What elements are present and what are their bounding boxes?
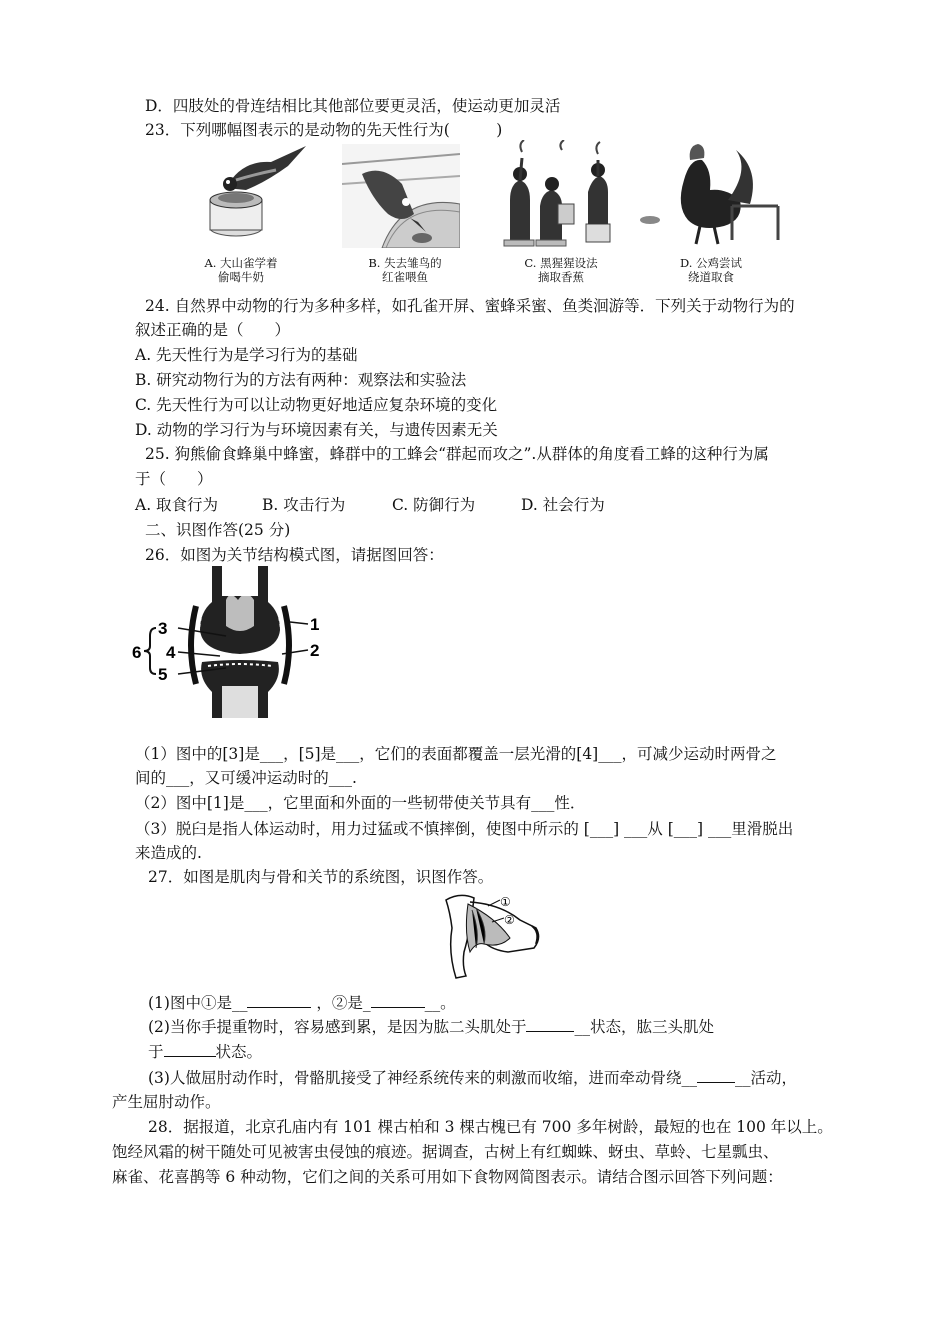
q27-part-2-line-1: [148, 1016, 714, 1038]
section-2-heading: 二、识图作答(25 分): [145, 521, 291, 539]
q24-stem-line-2: 叙述正确的是（ ）: [135, 321, 291, 339]
q27-part-1: [148, 992, 456, 1014]
q27-part-2-text-b: __状态，肱三头肌处: [574, 1018, 714, 1036]
q26-label-2: 2: [310, 641, 320, 660]
q27-part-3-text-a: (3)人做屈肘动作时，骨骼肌接受了神经系统传来的刺激而收缩，进而牵动骨绕__: [148, 1069, 697, 1087]
q27-blank-1[interactable]: [247, 992, 311, 1008]
q23-caption-c: C. 黑猩猩设法 摘取香蕉: [524, 256, 598, 284]
q24-option-a: A. 先天性行为是学习行为的基础: [135, 346, 358, 364]
q27-part-1-text-c: __。: [424, 994, 456, 1012]
q24-option-b: B. 研究动物行为的方法有两种：观察法和实验法: [135, 371, 467, 389]
q27-blank-3[interactable]: [526, 1016, 574, 1032]
q25-option-c: C. 防御行为: [392, 496, 476, 514]
q27-label-1: ①: [500, 895, 511, 909]
q25-option-a: A. 取食行为: [135, 496, 219, 514]
q27-part-3-text-b: __活动，: [734, 1069, 797, 1087]
q25-option-d: D. 社会行为: [521, 496, 605, 514]
q26-stem: 26．如图为关节结构模式图，请据图回答：: [145, 546, 444, 564]
q26-joint-diagram: [130, 566, 330, 718]
q27-part-2-text-d: 状态。: [215, 1043, 263, 1061]
q23-image-a-great-tit: [196, 140, 316, 252]
q28-line-1: 28．据报道，北京孔庙内有 101 棵古柏和 3 棵古槐已有 700 多年树龄，最短的也在 100 年以上。: [148, 1118, 833, 1136]
q26-part-1-line-2: 间的___，又可缓冲运动时的___.: [135, 769, 357, 787]
q27-part-1-text-b: ，②是_: [316, 994, 371, 1012]
q27-blank-2[interactable]: [371, 992, 425, 1008]
q27-part-2-text-c: 于: [148, 1043, 164, 1061]
q26-part-3-line-2: 来造成的.: [135, 844, 202, 862]
q27-part-3-line-2: 产生屈肘动作。: [112, 1093, 221, 1111]
q27-stem: 27．如图是肌肉与骨和关节的系统图，识图作答。: [148, 868, 494, 886]
q26-label-1: 1: [310, 615, 320, 634]
q24-option-c: C. 先天性行为可以让动物更好地适应复杂环境的变化: [135, 396, 498, 414]
q23-stem: 23．下列哪幅图表示的是动物的先天性行为( ): [145, 121, 503, 139]
q27-part-2-line-2: [148, 1041, 262, 1063]
q23-caption-b: B. 失去雏鸟的 红雀喂鱼: [368, 256, 442, 284]
q23-image-d-rooster: [640, 140, 780, 248]
q23-image-c-chimpanzees: [500, 140, 618, 248]
q24-option-d: D. 动物的学习行为与环境因素有关，与遗传因素无关: [135, 421, 498, 439]
q22-option-d: D．四肢处的骨连结相比其他部位要更灵活，使运动更加灵活: [145, 97, 561, 115]
q25-stem-line-2: 于（ ）: [135, 470, 213, 488]
q27-part-3-line-1: [148, 1067, 797, 1089]
q26-part-2: （2）图中[1]是___，它里面和外面的一些韧带使关节具有___性．: [135, 794, 586, 812]
q27-part-2-text-a: (2)当你手提重物时，容易感到累，是因为肱二头肌处于: [148, 1018, 527, 1036]
q24-stem-line-1: 24. 自然界中动物的行为多种多样，如孔雀开屏、蜜蜂采蜜、鱼类洄游等．下列关于动物行为的: [145, 297, 795, 315]
q25-stem-line-1: 25. 狗熊偷食蜂巢中蜂蜜，蜂群中的工蜂会“群起而攻之”.从群体的角度看工蜂的这种行为属: [145, 445, 769, 463]
q26-label-3: 3: [158, 619, 168, 638]
q27-part-1-text-a: (1)图中①是__: [148, 994, 248, 1012]
q23-caption-a: A. 大山雀学着 偷喝牛奶: [204, 256, 278, 284]
q26-part-1-line-1: （1）图中的[3]是___，[5]是___，它们的表面都覆盖一层光滑的[4]___，可减少运动时两骨之: [135, 745, 777, 763]
q26-part-3-line-1: （3）脱臼是指人体运动时，用力过猛或不慎摔倒，使图中所示的 [___] ___从 [___] ___里滑脱出: [135, 820, 794, 838]
q27-blank-5[interactable]: [697, 1067, 735, 1083]
q28-line-2: 饱经风霜的树干随处可见被害虫侵蚀的痕迹。据调查，古树上有红蜘蛛、蚜虫、草蛉、七星瓢虫、: [112, 1143, 779, 1161]
q28-line-3: 麻雀、花喜鹊等 6 种动物，它们之间的关系可用如下食物网简图表示。请结合图示回答下列问题：: [112, 1168, 783, 1186]
q27-blank-4[interactable]: [164, 1041, 216, 1057]
q26-label-4: 4: [166, 643, 176, 662]
q27-label-2: ②: [504, 913, 515, 927]
q25-option-b: B. 攻击行为: [262, 496, 346, 514]
q26-label-6: 6: [132, 643, 142, 662]
q23-caption-d: D. 公鸡尝试 绕道取食: [679, 256, 743, 284]
q27-arm-muscle-diagram: [440, 892, 544, 982]
q23-image-b-cardinal: [342, 144, 460, 248]
q26-label-5: 5: [158, 665, 168, 684]
